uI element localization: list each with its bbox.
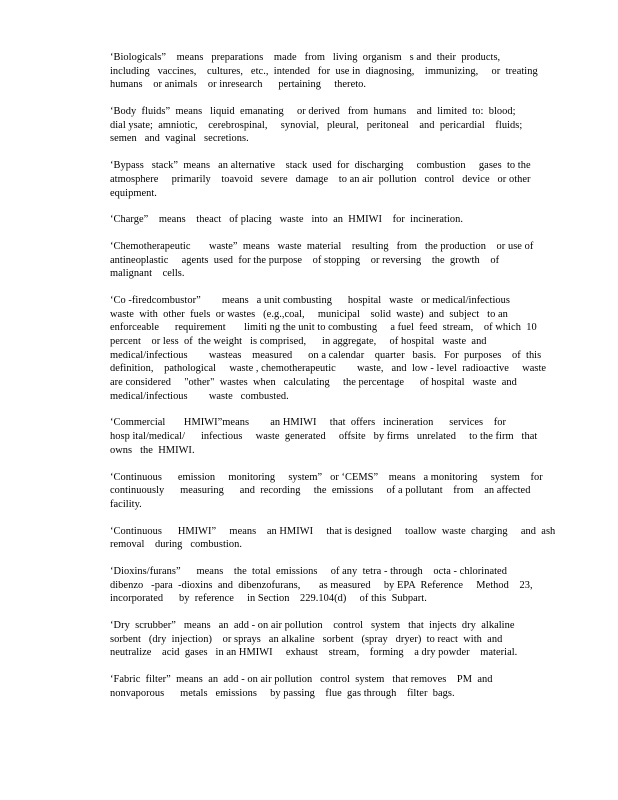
- text-line: ‘Body fluids” means liquid emanating or derived from humans and limited to: blood;: [110, 106, 516, 118]
- definition-charge: [110, 213, 540, 227]
- text-line: are considered "other" wastes when calculating the percentage of hospital waste and: [110, 377, 517, 389]
- text-line: including vaccines, cultures, etc., intended for use in diagnosing, immunizing, or treating: [110, 65, 538, 77]
- text-line: ‘Fabric filter” means an add - on air pollution control system that removes PM and: [110, 674, 493, 686]
- text-line: neutralize acid gases in an HMIWI exhaust stream, forming a dry powder material.: [110, 647, 518, 659]
- text-line: facility.: [110, 498, 142, 510]
- definition-body-fluids: [110, 105, 540, 146]
- text-line: ‘Continuous HMIWI” means an HMIWI that is designed toallow waste charging and ash: [110, 525, 556, 537]
- definition-co-fired-combustor: [110, 294, 547, 404]
- text-line: owns the HMIWI.: [110, 444, 195, 456]
- definitions-list: [110, 51, 556, 713]
- definition-continuous-hmiwi: [110, 525, 556, 552]
- text-line: continuously measuring and recording the emissions of a pollutant from an affected: [110, 485, 531, 497]
- text-line: ‘Biologicals” means preparations made from living organism s and their products,: [110, 52, 501, 63]
- text-line: ‘Continuous emission monitoring system” or ‘CEMS” means a monitoring system for: [110, 471, 543, 483]
- text-line: percent or less of the weight is comprised, in aggregate, of hospital waste and: [110, 336, 487, 347]
- text-line: dial ysate; amniotic, cerebrospinal, synovial, pleural, peritoneal and pericardial fluids;: [110, 119, 523, 131]
- text-line: ‘Dioxins/furans” means the total emissions of any tetra - through octa - chlorinated: [110, 565, 507, 577]
- definition-cems: [110, 471, 543, 512]
- text-line: atmosphere primarily toavoid severe damage to an air pollution control device or other: [110, 173, 531, 185]
- text-line: nonvaporous metals emissions by passing flue gas through filter bags.: [110, 687, 455, 699]
- text-line: antineoplastic agents used for the purpose of stopping or reversing the growth of: [110, 254, 500, 266]
- text-line: medical/infectious wasteas measured on a calendar quarter basis. For purposes of this: [110, 349, 542, 361]
- definition-commercial-hmiwi: [110, 416, 540, 457]
- text-line: removal during combustion.: [110, 539, 242, 551]
- text-line: ‘Chemotherapeutic waste” means waste material resulting from the production or use of: [110, 240, 534, 252]
- text-line: enforceable requirement limiti ng the unit to combusting a fuel feed stream, of which 10: [110, 322, 537, 334]
- text-line: sorbent (dry injection) or sprays an alkaline sorbent (spray dryer) to react with and: [110, 633, 503, 645]
- text-line: ‘Bypass stack” means an alternative stack used for discharging combustion gases to the: [110, 160, 531, 172]
- text-line: medical/infectious waste combusted.: [110, 390, 289, 402]
- definition-biologicals: [110, 51, 540, 92]
- text-line: equipment.: [110, 187, 157, 199]
- definition-fabric-filter: [110, 673, 540, 700]
- text-line: definition, pathological waste , chemotherapeutic waste, and low - level radioactive waste: [110, 363, 547, 375]
- text-line: hosp ital/medical/ infectious waste generated offsite by firms unrelated to the firm that: [110, 431, 538, 443]
- text-line: ‘Co -firedcombustor” means a unit combusting hospital waste or medical/infectious: [110, 294, 510, 306]
- definition-bypass-stack: [110, 159, 540, 200]
- definition-chemotherapeutic-waste: [110, 240, 540, 281]
- text-line: malignant cells.: [110, 268, 185, 280]
- text-line: waste with other fuels or wastes (e.g.,coal, municipal solid waste) and subject to an: [110, 308, 508, 320]
- text-line: semen and vaginal secretions.: [110, 133, 249, 145]
- text-line: ‘Commercial HMIWI”means an HMIWI that offers incineration services for: [110, 417, 506, 429]
- text-line: dibenzo -para -dioxins and dibenzofurans, as measured by EPA Reference Method 23,: [110, 579, 533, 591]
- text-line: humans or animals or inresearch pertaining thereto.: [110, 79, 367, 91]
- text-line: ‘Dry scrubber” means an add - on air pollution control system that injects dry alkaline: [110, 620, 515, 631]
- text-line: ‘Charge” means theact of placing waste into an HMIWI for incineration.: [110, 214, 464, 226]
- definition-dry-scrubber: [110, 619, 540, 660]
- definition-dioxins-furans: [110, 565, 540, 606]
- text-line: incorporated by reference in Section 229.104(d) of this Subpart.: [110, 593, 427, 605]
